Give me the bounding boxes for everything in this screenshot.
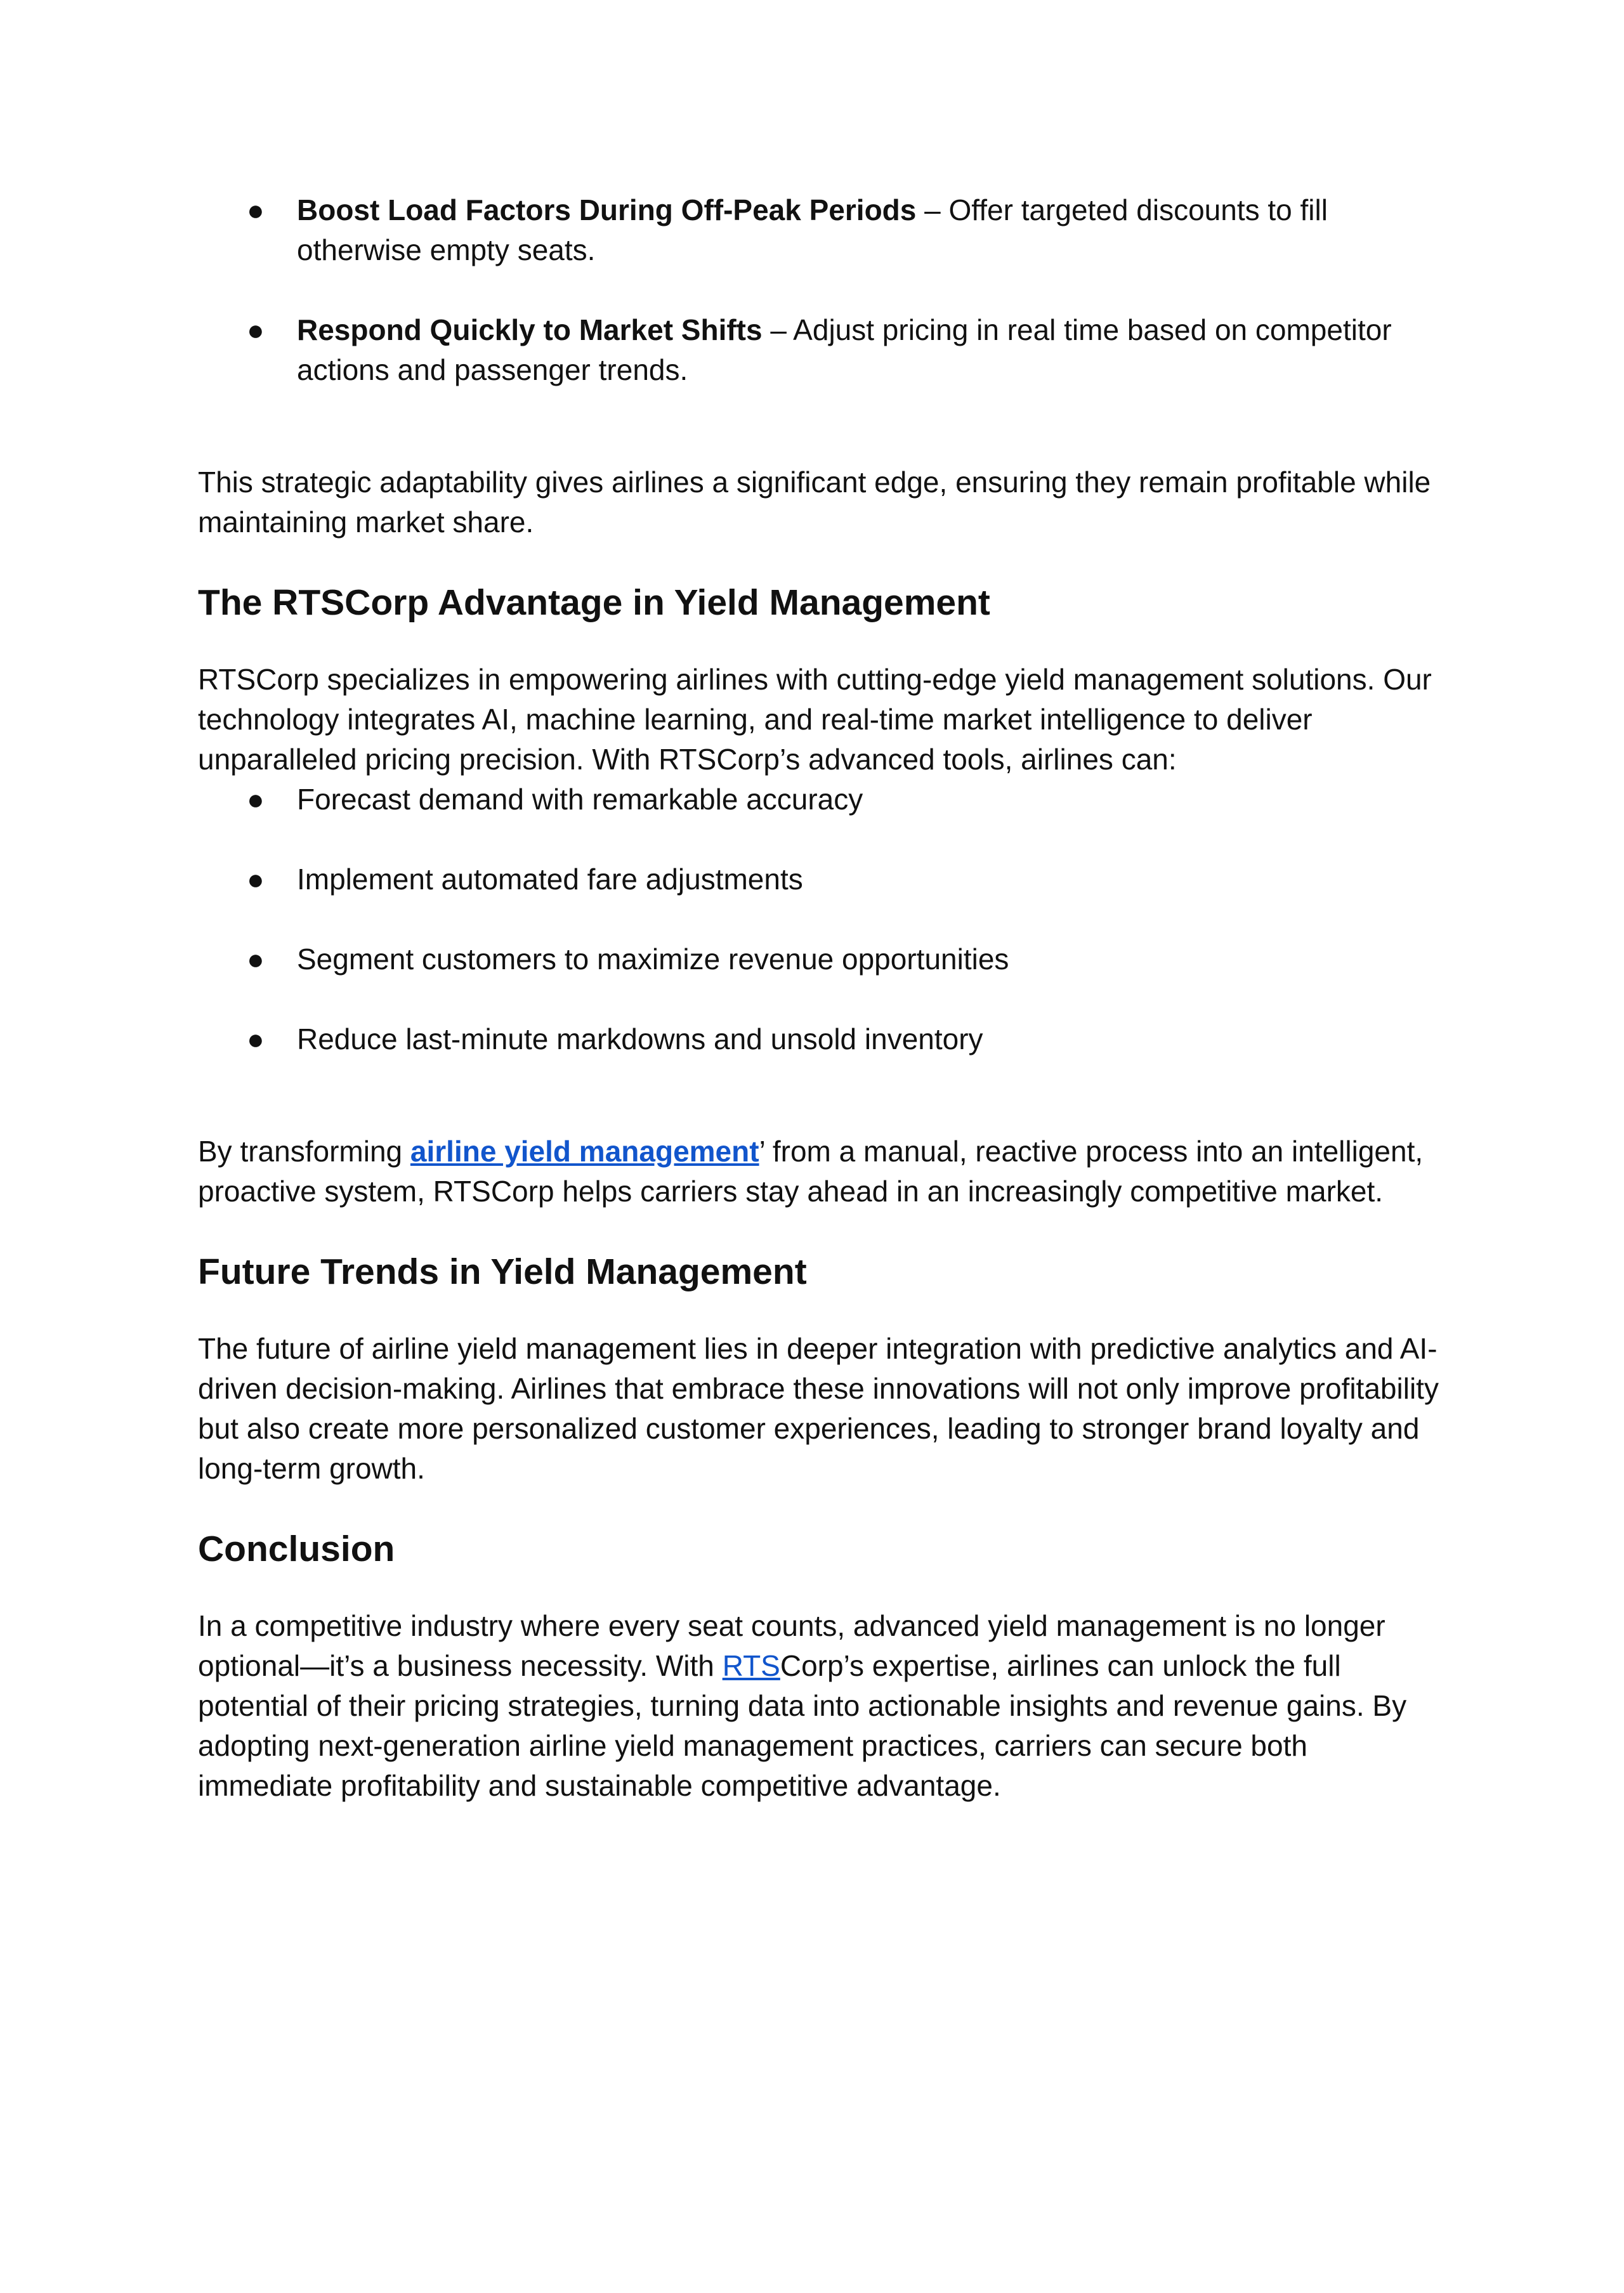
document-content bbox=[198, 190, 1448, 1806]
paragraph-text: ’ from a manual, reactive process into an intelligent, proactive system, RTSCorp helps carriers stay ahead in an increasingly competitive market. bbox=[198, 1135, 1424, 1208]
paragraph-text: By transforming bbox=[198, 1135, 410, 1168]
paragraph-conclusion bbox=[198, 1606, 1448, 1806]
paragraph-text: Corp’s expertise, airlines can unlock the full potential of their pricing strategies, turning data into actionable insights and revenue gains. By adopting next-generation airline yield management practices, carriers can secure both immediate profitability and sustainable competitive advantage. bbox=[198, 1649, 1407, 1802]
list-item-text: Implement automated fare adjustments bbox=[297, 863, 803, 896]
heading-conclusion: Conclusion bbox=[198, 1529, 395, 1569]
list-item-bold: Boost Load Factors During Off-Peak Periods bbox=[297, 193, 917, 226]
paragraph-transform bbox=[198, 1132, 1448, 1212]
list-item-text: – Offer targeted discounts to fill otherwise empty seats. bbox=[297, 193, 1328, 266]
list-item bbox=[198, 310, 1448, 390]
heading-future-trends: Future Trends in Yield Management bbox=[198, 1251, 807, 1292]
bullet-icon: ● bbox=[247, 1022, 265, 1055]
bullet-icon: ● bbox=[247, 783, 265, 816]
paragraph-text: In a competitive industry where every seat counts, advanced yield management is no longer optional—it’s a business necessity. With bbox=[198, 1609, 1385, 1682]
rts-link[interactable]: RTS bbox=[722, 1649, 780, 1682]
paragraph-future: The future of airline yield management lies in deeper integration with predictive analytics and AI-driven decision-making. Airlines that embrace these innovations will not only improve profitability but also create more personalized customer experiences, leading to stronger brand loyalty and long-term growth. bbox=[198, 1332, 1439, 1485]
bullet-icon: ● bbox=[247, 313, 265, 346]
list-item bbox=[198, 939, 1448, 979]
tools-list bbox=[198, 780, 1448, 1059]
list-item bbox=[198, 780, 1448, 820]
bullet-icon: ● bbox=[247, 193, 265, 226]
paragraph-adaptability: This strategic adaptability gives airlines a significant edge, ensuring they remain profitable while maintaining market share. bbox=[198, 466, 1431, 539]
airline-yield-management-link[interactable]: airline yield management bbox=[410, 1135, 759, 1168]
list-item-text: Reduce last-minute markdowns and unsold inventory bbox=[297, 1022, 983, 1055]
list-item bbox=[198, 190, 1448, 270]
bullet-icon: ● bbox=[247, 943, 265, 976]
heading-rtscorp-advantage: The RTSCorp Advantage in Yield Management bbox=[198, 582, 990, 623]
bullet-icon: ● bbox=[247, 863, 265, 896]
list-item-bold: Respond Quickly to Market Shifts bbox=[297, 313, 763, 346]
paragraph-rtscorp: RTSCorp specializes in empowering airlines with cutting-edge yield management solutions. Our technology integrates AI, machine learning, and real-time market intelligence to deliver unparalleled pricing precision. With RTSCorp’s advanced tools, airlines can: bbox=[198, 663, 1432, 776]
list-item bbox=[198, 1019, 1448, 1059]
list-item-text: – Adjust pricing in real time based on competitor actions and passenger trends. bbox=[297, 313, 1392, 386]
list-item-text: Segment customers to maximize revenue opportunities bbox=[297, 943, 1009, 976]
list-item-text: Forecast demand with remarkable accuracy bbox=[297, 783, 863, 816]
list-item bbox=[198, 859, 1448, 899]
benefits-list bbox=[198, 190, 1448, 390]
